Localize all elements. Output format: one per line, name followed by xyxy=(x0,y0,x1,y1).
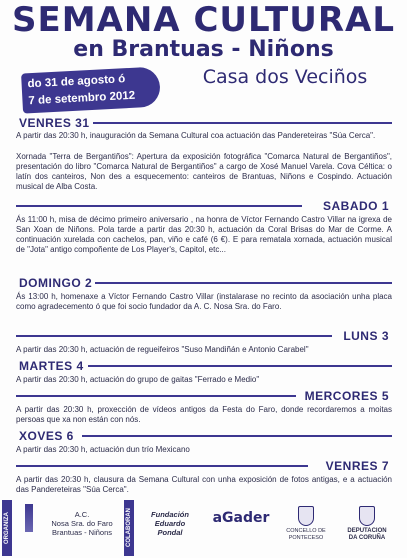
day-header-venres-31 xyxy=(16,116,392,130)
day-text: A partir das 20:30 h, clausura da Semana Cultural con unha exposición de fotos antigas, e a actuación das Pandereteiras "Súa Cerca". xyxy=(16,475,392,494)
day-label: XOVES 6 xyxy=(16,429,77,443)
poster-subtitle: en Brantuas - Niñons xyxy=(73,37,334,62)
coat-of-arms-icon xyxy=(359,506,375,526)
day-label: LUNS 3 xyxy=(340,329,392,343)
poster-title: SEMANA CULTURAL xyxy=(11,0,396,40)
org-line-3: Brantuas - Niñons xyxy=(51,528,113,537)
concello-line-2: PONTECESO xyxy=(288,535,324,541)
concello-line-1: CONCELLO DE xyxy=(286,528,326,534)
day-label: DOMINGO 2 xyxy=(16,276,95,290)
fundacion-pondal-logo xyxy=(140,510,200,537)
day-divider xyxy=(16,205,302,207)
day-divider xyxy=(16,395,296,397)
agader-logo: aGader xyxy=(212,510,270,526)
fundacion-line-3: Pondal xyxy=(157,528,183,537)
day-text: A partir das 20:30 h, actuación do grupo de gaitas "Ferrado e Medio" xyxy=(16,375,260,384)
day-label: MERCORES 5 xyxy=(302,389,392,403)
colaboran-tab: COLABORAN xyxy=(124,500,134,556)
day-text: A partir das 20:30 h, actuación de regueifeiros "Suso Mandiñán e Antonio Carabel" xyxy=(16,345,309,354)
day-divider xyxy=(86,282,392,284)
day-header-sabado-1 xyxy=(16,199,392,213)
day-text: A partir das 20:30 h, inauguración da Semana Cultural coa actuación das Pandereteiras "Súa Cerca". xyxy=(16,131,376,140)
day-label: SABADO 1 xyxy=(320,199,392,213)
lighthouse-tower-shape xyxy=(25,504,33,532)
concello-ponteceso-logo xyxy=(278,506,334,542)
day-header-venres-7 xyxy=(16,459,392,473)
fundacion-line-1: Fundación xyxy=(151,510,189,519)
sponsors-footer xyxy=(0,500,407,558)
date-line-2: 7 de setembro 2012 xyxy=(28,89,136,108)
day-divider xyxy=(76,122,392,124)
day-divider xyxy=(16,465,308,467)
deputacion-line-2: DA CORUÑA xyxy=(348,535,386,541)
day-divider xyxy=(88,365,392,367)
day-divider xyxy=(82,435,392,437)
day-label: MARTES 4 xyxy=(16,359,87,373)
day-text: Ás 11:00 h, misa de décimo primeiro aniversario , na honra de Víctor Fernando Castro Villar na igrexa de San Xoan de Niñons. Pola tarde a partir das 20:30 h, actuación da Coral Brisas do Mar de Corme. A continuación xurelada con cachelos, pan, viño e café (6 €). E para rematala xornada, actuación musical de "Jota" antigo compoñente de Los Player's, Capitol, etc... xyxy=(16,215,392,254)
deputacion-line-1: DEPUTACION xyxy=(347,528,387,534)
day-text: A partir das 20:30 h, proxección de vídeos antigos da Festa do Faro, donde recordaremos a moitas persoas que xa non están con nós. xyxy=(16,405,392,424)
day-text: Xornada "Terra de Bergantiños": Apertura da exposición fotográfica "Comarca Natural de Bergantiños", presentación do libro "Comarca Natural de Bergantiños" a cargo de Xosé Manuel Varela. Cova Céltica: o latín dos canteiros, Non des a esquecemento: canteiros de Brantuas, Niñons e Cospindo. Actuación musical de Alba Costa. xyxy=(16,152,392,191)
day-text: A partir das 20:30 h, actuación dun trío Mexicano xyxy=(16,445,190,454)
day-header-martes-4 xyxy=(16,359,392,373)
deputacion-coruna-logo xyxy=(338,506,396,542)
organizer-association xyxy=(44,510,120,537)
day-header-domingo-2 xyxy=(16,276,392,290)
coat-of-arms-icon xyxy=(298,506,314,526)
org-line-1: A.C. xyxy=(74,510,90,519)
day-header-luns-3 xyxy=(16,329,392,343)
date-line-1: do 31 de agosto ó xyxy=(27,73,126,91)
day-text: Ás 13:00 h, homenaxe a Víctor Fernando Castro Villar (instalarase no recinto da asociación unha placa como agradecemento ó que foi socio fundador da A. C. Nosa Sra. do Faro. xyxy=(16,292,392,311)
day-label: VENRES 31 xyxy=(16,116,93,130)
day-divider xyxy=(16,335,332,337)
organiza-tab: ORGANIZA xyxy=(2,500,12,556)
venue-label: Casa dos Veciños xyxy=(202,66,368,88)
date-badge xyxy=(21,66,161,113)
fundacion-line-2: Eduardo xyxy=(154,519,186,528)
org-line-2: Nosa Sra. do Faro xyxy=(51,519,113,528)
day-header-xoves-6 xyxy=(16,429,392,443)
day-label: VENRES 7 xyxy=(323,459,392,473)
lighthouse-icon xyxy=(18,504,40,534)
day-header-mercores-5 xyxy=(16,389,392,403)
